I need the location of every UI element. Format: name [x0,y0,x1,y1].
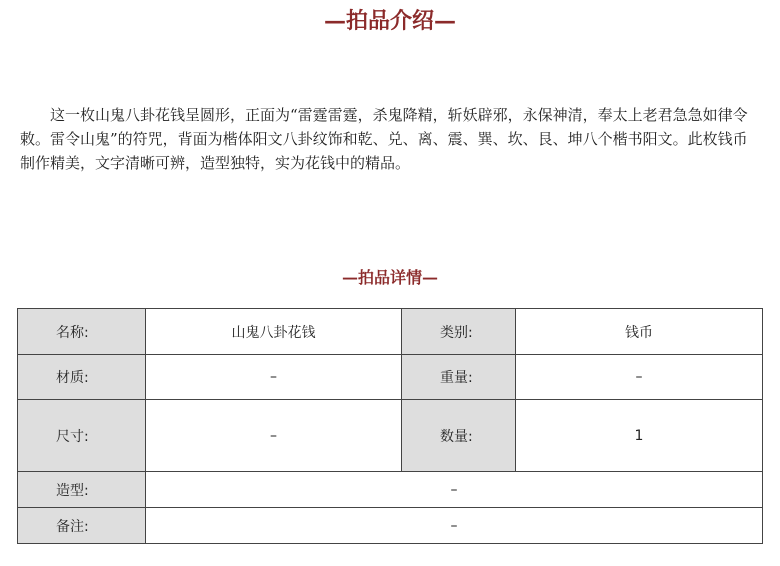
size-label: 尺寸: [18,400,146,472]
material-value: – [146,355,402,400]
page-title: —拍品介绍— [323,8,456,34]
table-row [18,355,763,400]
category-label: 类别: [402,309,516,355]
material-label: 材质: [18,355,146,400]
weight-value: – [516,355,763,400]
table-row [18,472,763,508]
table-row [18,508,763,544]
shape-label: 造型: [18,472,146,508]
name-value: 山鬼八卦花钱 [146,309,402,355]
quantity-value: 1 [516,400,763,472]
details-title: —拍品详情— [341,268,438,287]
details-table [17,308,763,544]
table-row [18,400,763,472]
table-row [18,309,763,355]
shape-value: – [146,472,763,508]
size-value: – [146,400,402,472]
quantity-label: 数量: [402,400,516,472]
weight-label: 重量: [402,355,516,400]
remark-value: – [146,508,763,544]
remark-label: 备注: [18,508,146,544]
category-value: 钱币 [516,309,763,355]
item-description: 这一枚山鬼八卦花钱呈圆形，正面为“雷霆雷霆，杀鬼降精，斩妖辟邪，永保神清，奉太上老君急急如律令敕。雷令山鬼”的符咒，背面为楷体阳文八卦纹饰和乾、兑、离、震、巽、坎、艮、坤八个楷书阳文。此枚钱币制作精美，文字清晰可辨，造型独特，实为花钱中的精品。 [20,106,748,172]
name-label: 名称: [18,309,146,355]
